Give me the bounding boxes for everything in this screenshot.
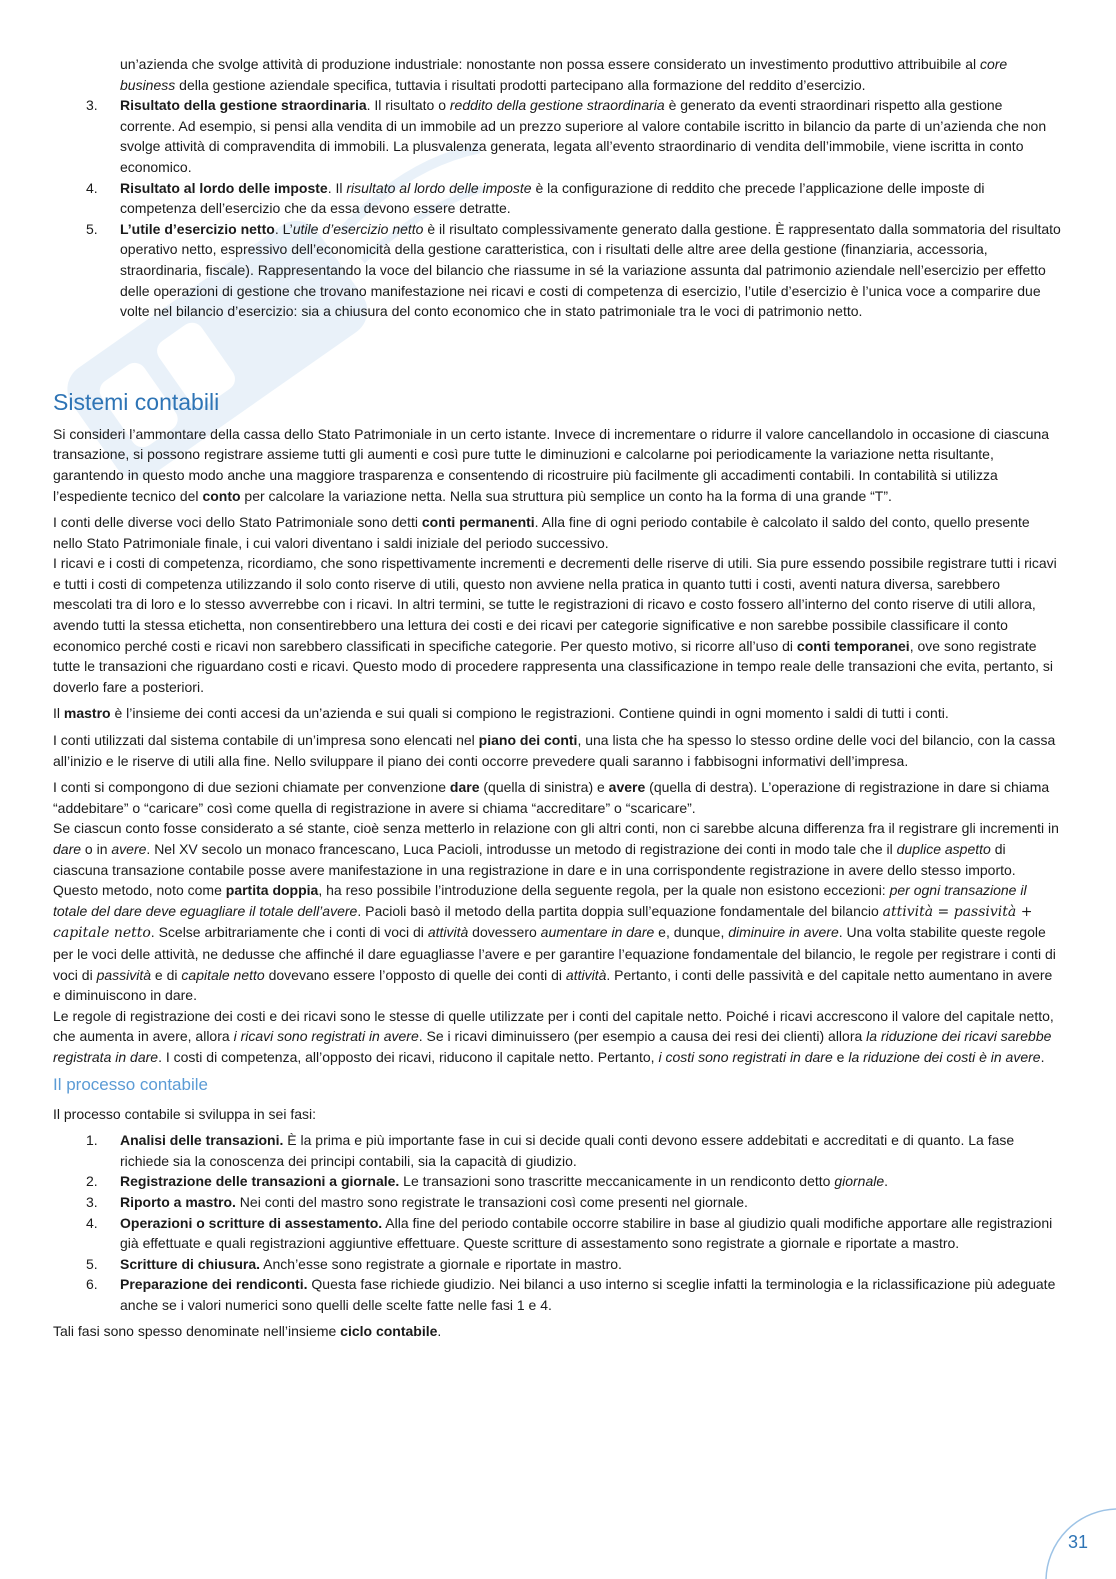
paragraph: I conti delle diverse voci dello Stato Patrimoniale sono detti conti permanenti. Alla fine di ogni periodo contabile è calcolato il saldo del conto, quello presente nello Stato Patrimoniale finale, i cui valori diventano i saldi iniziale del periodo successivo. [53,514,1030,551]
paragraph: Le regole di registrazione dei costi e dei ricavi sono le stesse di quelle utilizzate per i conti del capitale netto. Poiché i ricavi accrescono il valore del capitale netto, che aumenta in avere, allora i ricavi sono registrati in avere. Se i ricavi diminuissero (per esempio a causa dei resi dei clienti) allora la riduzione dei ricavi sarebbe registrata in dare. I costi di competenza, all’opposto dei ricavi, riducono il capitale netto. Pertanto, i costi sono registrati in dare e la riduzione dei costi è in avere. [53,1007,1054,1065]
list-item: 5. L’utile d’esercizio netto. L’utile d’esercizio netto è il risultato complessivamente generato dalla gestione. È rappresentato dalla sommatoria del risultato operativo netto, espressivo dell’economicità della gestione caratteristica, con i risultati delle altre aree della gestione (finanziaria, accessoria, straordinaria, fiscale). Rappresentando la voce del bilancio che riassume in sé la variazione assunta dal patrimonio aziendale nell’esercizio per effetto delle operazioni di gestione che trovano manifestazione nei ricavi e costi di competenza di esercizio, l’utile d’esercizio è l’unica voce a comparire due volte nel bilancio d’esercizio: sia a chiusura del conto economico che in stato patrimoniale tra le voci di patrimonio netto. [86,220,1061,320]
subsection-heading: Il processo contabile [53,1074,208,1094]
paragraph: Il mastro è l’insieme dei conti accesi da un’azienda e sui quali si compiono le registrazioni. Contiene quindi in ogni momento i saldi di tutti i conti. [53,705,949,722]
list-item: 2. Registrazione delle transazioni a giornale. Le transazioni sono trascritte meccanicamente in un rendiconto detto giornale. [86,1173,889,1190]
list-item: 4. Operazioni o scritture di assestamento. Alla fine del periodo contabile occorre stabilire in base al giudizio quali modifiche apportare alle registrazioni già effettuate e quali registrazioni aggiuntive effettuare. Queste scritture di assestamento sono registrate a giornale e riportate a mastro. [86,1214,1053,1252]
section-heading: Sistemi contabili [53,388,220,415]
list-item: 4. Risultato al lordo delle imposte. Il risultato al lordo delle imposte è la configurazione di reddito che precede l’applicazione delle imposte di competenza dell’esercizio che da essa devono essere detratte. [86,179,985,217]
phases-list [53,1130,1061,1315]
paragraph: Si consideri l’ammontare della cassa dello Stato Patrimoniale in un certo istante. Invece di incrementare o ridurre il valore cancellandolo in occasione di ciascuna transazione, si possono registrare assieme tutti gli aumenti e così pure tutte le diminuzioni e calcolarne poi periodicamente la variazione netta risultante, garantendo in questo modo anche una maggiore trasparenza e consentendo di ricostruire più facilmente gli accadimenti contabili. In contabilità si utilizza l’espediente tecnico del conto per calcolare la variazione netta. Nella sua struttura più semplice un conto ha la forma di una grande “T”. [53,425,1050,504]
list-item: 3. Risultato della gestione straordinaria. Il risultato o reddito della gestione straordinaria è generato da eventi straordinari rispetto alla gestione corrente. Ad esempio, si pensi alla vendita di un immobile ad un prezzo superiore al valore contabile iscritto in bilancio da parte di un’azienda che non svolge attività di compravendita di immobili. La plusvalenza generata, legata all’evento straordinario di vendita dell’immobile, viene iscritta in conto economico. [86,97,1047,175]
intro-paragraph: un’azienda che svolge attività di produzione industriale: nonostante non possa essere considerato un investimento produttivo attribuibile al core business della gestione aziendale specifica, tuttavia i risultati prodotti partecipano alla formazione del reddito d’esercizio. [120,56,1008,93]
paragraph: Il processo contabile si sviluppa in sei fasi: [53,1105,317,1122]
paragraph: I conti si compongono di due sezioni chiamate per convenzione dare (quella di sinistra) e avere (quella di destra). L’operazione di registrazione in dare si chiama “addebitare” o “caricare” così come quella di registrazione in avere si chiama “accreditare” o “scaricare”. [53,779,1050,816]
document-page [53,54,1061,1348]
paragraph: I conti utilizzati dal sistema contabile di un’impresa sono elencati nel piano dei conti, una lista che ha spesso lo stesso ordine delle voci del bilancio, con la cassa all’inizio e le riserve di utili alla fine. Nello sviluppare il piano dei conti occorre prevedere quali saranno i fabbisogni informativi dell’impresa. [53,732,1056,769]
list-item: 6. Preparazione dei rendiconti. Questa fase richiede giudizio. Nei bilanci a uso interno si sceglie infatti la terminologia e la riclassificazione più adeguate anche se i valori numerici sono quelli delle scelte fatte nelle fasi 1 e 4. [86,1276,1056,1313]
list-item: 1. Analisi delle transazioni. È la prima e più importante fase in cui si decide quali conti devono essere addebitati e accreditati e di quanto. La fase richiede sia la conoscenza dei principi contabili, sia la capacità di giudizio. [86,1132,1015,1169]
page-number: 31 [1068,1532,1089,1552]
list-item: 5. Scritture di chiusura. Anch’esse sono registrate a giornale e riportate in mastro. [86,1255,622,1272]
list-item: 3. Riporto a mastro. Nei conti del mastro sono registrate le transazioni così come presenti nel giornale. [86,1193,748,1210]
equation: attività = passività + capitale netto [53,903,1033,942]
paragraph: Tali fasi sono spesso denominate nell’insieme ciclo contabile. [53,1323,442,1340]
page-number-badge [1040,1501,1116,1579]
paragraph: I ricavi e i costi di competenza, ricordiamo, che sono rispettivamente incrementi e decrementi delle riserve di utili. Sia pure essendo possibile registrare tutti i ricavi e tutti i costi di competenza utilizzando il solo conto riserve di utili, questo non avviene nella pratica in quanto tutti i costi, aventi natura diversa, sarebbero mescolati tra di loro e lo stesso avverrebbe con i ricavi. In altri termini, se tutte le registrazioni di ricavo e costo fossero all’interno del conto riserve di utili allora, avendo tutti la stessa etichetta, non consentirebbero una lettura dei costi e dei ricavi per categorie significative e non sarebbe possibile classificare il conto economico perché costi e ricavi non sarebbero classificati in specifiche categorie. Per questo motivo, si ricorre all’uso di conti temporanei, ove sono registrate tutte le transazioni che riguardano costi e ricavi. Questo modo di procedere rappresenta una classificazione in tempo reale delle transazioni che evita, pertanto, si doverlo fare a posteriori. [53,555,1057,695]
paragraph: Se ciascun conto fosse considerato a sé stante, cioè senza metterlo in relazione con gli altri conti, non ci sarebbe alcuna differenza fra il registrare gli incrementi in dare o in avere. Nel XV secolo un monaco francescano, Luca Pacioli, introdusse un metodo di registrazione dei conti in modo tale che il duplice aspetto di ciascuna transazione contabile posse avere manifestazione in una registrazione in dare e in una corrispondente registrazione in avere dello stesso importo. Questo metodo, noto come partita doppia, ha reso possibile l’introduzione della seguente regola, per la quale non esistono eccezioni: per ogni transazione il totale del dare deve eguagliare il totale dell’avere. Pacioli basò il metodo della partita doppia sull’equazione fondamentale del bilancio attività = passività + capitale netto. Scelse arbitrariamente che i conti di voci di attività dovessero aumentare in dare e, dunque, diminuire in avere. Una volta stabilite queste regole per le voci delle attività, ne dedusse che affinché il dare eguagliasse l’avere e per garantire l’equazione fondamentale del bilancio, le regole per registrare i conti di voci di passività e di capitale netto dovevano essere l’opposto di quelle dei conti di attività. Pertanto, i conti delle passività e del capitale netto aumentano in avere e diminuiscono in dare. [53,820,1059,1004]
results-list [53,95,1061,322]
